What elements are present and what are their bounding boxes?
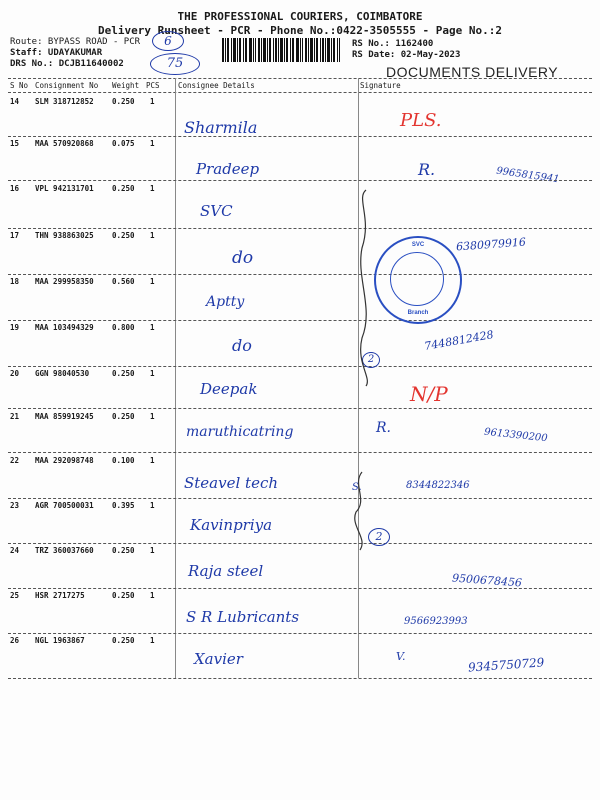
row-divider xyxy=(8,180,592,181)
header-right xyxy=(352,39,460,61)
row-signature: R. xyxy=(376,420,391,436)
row-consignment: MAA 103494329 xyxy=(35,323,94,332)
company-title: THE PROFESSIONAL COURIERS, COIMBATORE xyxy=(177,10,423,23)
circled-two-text-1: 2 xyxy=(367,354,375,365)
row-sno: 16 xyxy=(10,184,20,193)
signature-brace xyxy=(352,188,382,388)
row-divider xyxy=(8,136,592,137)
stamp-bottom-text: Branch xyxy=(407,310,429,316)
row-pcs: 1 xyxy=(150,591,155,600)
drs-line: DRS No.: DCJB11640002 xyxy=(10,59,124,69)
row-consignee: S R Lubricants xyxy=(186,608,300,626)
row-divider xyxy=(8,452,592,453)
row-signature: PLS. xyxy=(400,110,442,131)
col-sno: S No xyxy=(10,81,29,90)
barcode xyxy=(222,38,340,62)
rs-date: RS Date: 02-May-2023 xyxy=(352,50,461,60)
row-consignee: Xavier xyxy=(194,650,243,668)
documents-delivery-label: DOCUMENTS DELIVERY xyxy=(386,64,559,80)
route-circle-mark xyxy=(152,31,184,51)
row-pcs: 1 xyxy=(150,323,155,332)
row-consignee: Pradeep xyxy=(196,160,260,178)
row-consignment: SLM 318712852 xyxy=(35,97,94,106)
row-weight: 0.250 xyxy=(112,636,135,645)
row-pcs: 1 xyxy=(150,139,155,148)
row-divider xyxy=(8,366,592,367)
row-pcs: 1 xyxy=(150,546,155,555)
row-consignment: MAA 299958350 xyxy=(35,277,94,286)
row-consignment: MAA 859919245 xyxy=(35,412,94,421)
row-consignee: Sharmila xyxy=(184,118,258,137)
col-consignment: Consignment No xyxy=(35,81,99,90)
stamp-inner-ring xyxy=(390,252,444,306)
row-phone-number: 9566923993 xyxy=(404,616,468,627)
row-divider xyxy=(8,408,592,409)
row-consignee: do xyxy=(232,336,252,355)
header-left xyxy=(10,37,140,70)
row-pcs: 1 xyxy=(150,636,155,645)
row-divider xyxy=(8,543,592,544)
row-pcs: 1 xyxy=(150,369,155,378)
row-divider xyxy=(8,274,592,275)
row-divider xyxy=(8,588,592,589)
row-divider xyxy=(8,320,592,321)
row-sno: 24 xyxy=(10,546,20,555)
row-consignee: do xyxy=(232,248,254,268)
row-weight: 0.100 xyxy=(112,456,135,465)
runsheet-subtitle: Delivery Runsheet - PCR - Phone No.:0422-3505555 - Page No.:2 xyxy=(98,24,502,37)
row-pcs: 1 xyxy=(150,277,155,286)
row-weight: 0.250 xyxy=(112,546,135,555)
row-consignee: Steavel tech xyxy=(184,474,279,492)
row-consignment: THN 938863025 xyxy=(35,231,94,240)
row-weight: 0.395 xyxy=(112,501,135,510)
row-signature: S. xyxy=(352,482,362,493)
row-consignee: maruthicatring xyxy=(186,424,294,440)
row-pcs: 1 xyxy=(150,231,155,240)
row-weight: 0.250 xyxy=(112,412,135,421)
row-pcs: 1 xyxy=(150,412,155,421)
rs-number: RS No.: 1162400 xyxy=(352,39,434,49)
row-weight: 0.250 xyxy=(112,591,135,600)
route-line: Route: BYPASS ROAD - PCR xyxy=(10,37,141,47)
row-pcs: 1 xyxy=(150,97,155,106)
row-consignment: MAA 292098748 xyxy=(35,456,94,465)
row-phone-number: 7448812428 xyxy=(423,328,495,353)
row-sno: 23 xyxy=(10,501,20,510)
row-weight: 0.560 xyxy=(112,277,135,286)
row-consignee: Deepak xyxy=(200,380,258,398)
row-phone-number: 9345750729 xyxy=(467,655,545,675)
drs-circle-mark xyxy=(150,53,200,75)
row-consignment: NGL 1963867 xyxy=(35,636,85,645)
row-sno: 15 xyxy=(10,139,20,148)
row-divider xyxy=(8,228,592,229)
row-signature: R. xyxy=(418,160,436,179)
col-consignee: Consignee Details xyxy=(178,81,255,90)
stamp-top-text: SVC xyxy=(411,242,425,248)
row-phone-number: 9500678456 xyxy=(451,571,523,590)
row-consignment: VPL 942131701 xyxy=(35,184,94,193)
row-weight: 0.250 xyxy=(112,369,135,378)
row-sno: 18 xyxy=(10,277,20,286)
row-consignment: HSR 2717275 xyxy=(35,591,85,600)
row-pcs: 1 xyxy=(150,184,155,193)
row-phone-number: 9965815941 xyxy=(495,165,561,186)
row-weight: 0.800 xyxy=(112,323,135,332)
header-divider-top xyxy=(8,78,592,79)
row-pcs: 1 xyxy=(150,456,155,465)
row-consignee: SVC xyxy=(200,202,233,220)
row-phone-number: 8344822346 xyxy=(406,480,470,491)
row-sno: 21 xyxy=(10,412,20,421)
row-signature: V. xyxy=(396,650,406,663)
row-divider xyxy=(8,498,592,499)
row-consignee: Kavinpriya xyxy=(190,516,273,534)
route-circle-text: 6 xyxy=(164,34,172,48)
row-consignment: GGN 98040530 xyxy=(35,369,90,378)
row-sno: 14 xyxy=(10,97,20,106)
row-weight: 0.250 xyxy=(112,184,135,193)
row-phone-number: 6380979916 xyxy=(455,235,527,254)
circled-two-text-2: 2 xyxy=(375,530,383,543)
row-phone-number: 9613390200 xyxy=(483,426,549,445)
header-divider-bottom xyxy=(8,92,592,93)
row-divider xyxy=(8,633,592,634)
row-weight: 0.250 xyxy=(112,97,135,106)
col-signature: Signature xyxy=(360,81,401,90)
row-sno: 17 xyxy=(10,231,20,240)
row-consignee: Raja steel xyxy=(188,562,264,580)
row-sno: 20 xyxy=(10,369,20,378)
row-consignment: AGR 700500031 xyxy=(35,501,94,510)
row-weight: 0.250 xyxy=(112,231,135,240)
row-pcs: 1 xyxy=(150,501,155,510)
row-sno: 22 xyxy=(10,456,20,465)
row-sno: 25 xyxy=(10,591,20,600)
col-weight: Weight xyxy=(112,81,140,90)
row-consignment: TRZ 360037660 xyxy=(35,546,94,555)
signature-brace-lower xyxy=(346,470,376,552)
row-weight: 0.075 xyxy=(112,139,135,148)
staff-line: Staff: UDAYAKUMAR xyxy=(10,48,103,58)
col-pcs: PCS xyxy=(146,81,160,90)
row-consignee: Aptty xyxy=(206,294,245,310)
drs-circle-text: 75 xyxy=(166,56,184,71)
row-signature: N/P xyxy=(410,382,448,406)
branch-stamp xyxy=(374,236,462,324)
row-sno: 26 xyxy=(10,636,20,645)
row-sno: 19 xyxy=(10,323,20,332)
row-divider xyxy=(8,678,592,679)
row-consignment: MAA 570920868 xyxy=(35,139,94,148)
